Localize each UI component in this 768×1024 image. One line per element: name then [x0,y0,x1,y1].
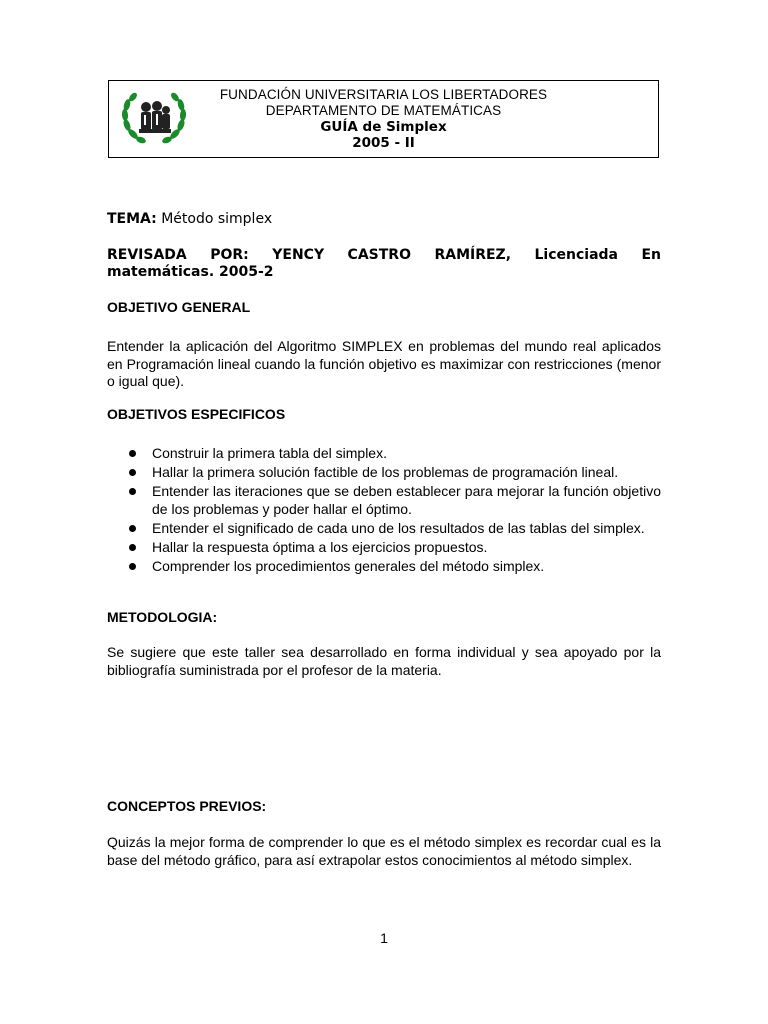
guide-title: GUÍA de Simplex [320,119,447,135]
conceptos-previos-heading: CONCEPTOS PREVIOS: [107,798,267,814]
list-item-text: Entender las iteraciones que se deben establecer para mejorar la función objetivo de los problemas y poder hallar el óptimo. [152,483,661,517]
tema-line [107,211,661,227]
revisada-line: REVISADA POR: YENCY CASTRO RAMÍREZ, Licenciada En matemáticas. 2005-2 [107,247,661,280]
objetivos-especificos-list [107,445,661,577]
metodologia-text: Se sugiere que este taller sea desarrollado en forma individual y sea apoyado por la bibliografía suministrada por el profesor de la materia. [107,644,661,678]
list-item [107,520,661,538]
guide-period: 2005 - II [352,135,415,151]
objetivos-especificos-heading: OBJETIVOS ESPECIFICOS [107,406,286,422]
page-number: 1 [380,930,388,946]
metodologia-heading: METODOLOGIA: [107,609,218,625]
list-item [107,539,661,557]
header-text-block [109,87,658,151]
objetivo-general-heading: OBJETIVO GENERAL [107,299,251,315]
bullet-icon [129,469,136,476]
tema-value: Método simplex [156,211,273,227]
list-item-text: Construir la primera tabla del simplex. [152,445,387,461]
bullet-icon [129,450,136,457]
list-item-text: Hallar la primera solución factible de los problemas de programación lineal. [152,464,619,480]
bullet-icon [129,544,136,551]
bullet-icon [129,488,136,495]
bullet-icon [129,563,136,570]
tema-label: TEMA: [107,211,157,227]
objetivo-general-text: Entender la aplicación del Algoritmo SIMPLEX en problemas del mundo real aplicados en Programación lineal cuando la función objetivo es maximizar con restricciones (menor o igual que). [107,338,661,389]
list-item [107,483,661,518]
document-header [108,80,659,158]
bullet-icon [129,525,136,532]
list-item-text: Entender el significado de cada uno de los resultados de las tablas del simplex. [152,519,645,536]
conceptos-previos-text: Quizás la mejor forma de comprender lo que es el método simplex es recordar cual es la base del método gráfico, para así extrapolar estos conocimientos al método simplex. [107,834,661,868]
list-item [107,464,661,482]
list-item [107,558,661,576]
list-item-text: Comprender los procedimientos generales del método simplex. [152,557,545,574]
list-item-text: Hallar la respuesta óptima a los ejercicios propuestos. [152,538,488,555]
list-item [107,445,661,463]
department-name: DEPARTAMENTO DE MATEMÁTICAS [265,103,502,118]
institution-name: FUNDACIÓN UNIVERSITARIA LOS LIBERTADORES [219,87,548,102]
